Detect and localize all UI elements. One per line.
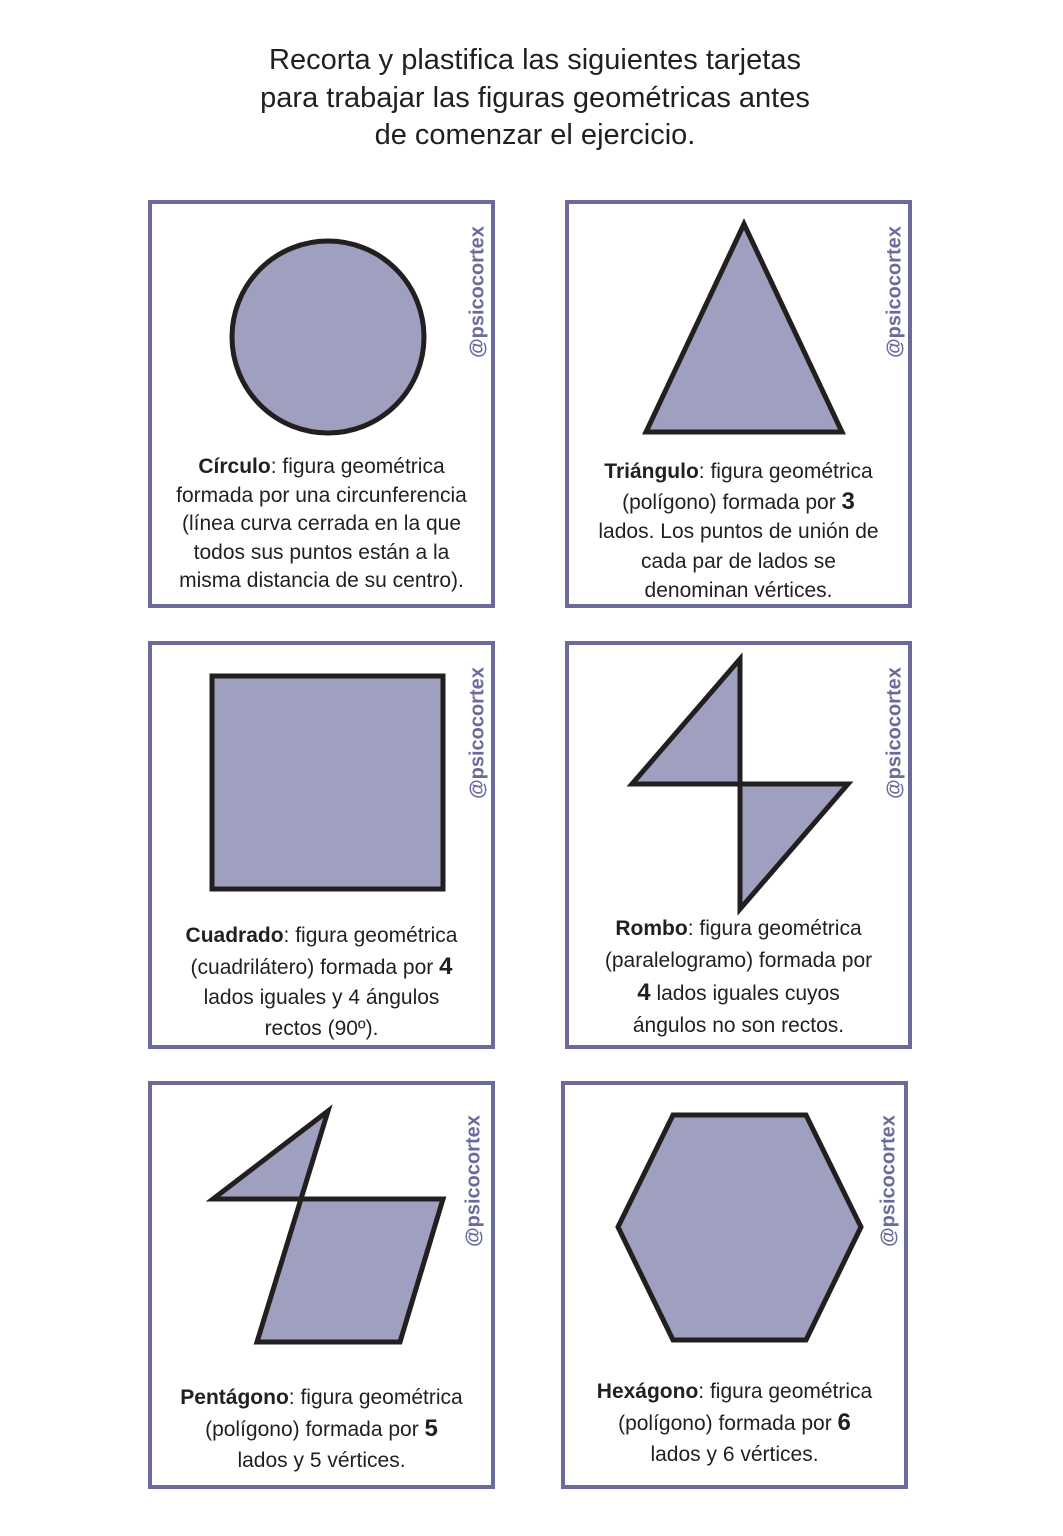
side-count: 4 bbox=[637, 979, 651, 1006]
card-hexagon bbox=[561, 1081, 908, 1489]
shape-name: Rombo bbox=[615, 917, 688, 940]
title-line: Recorta y plastifica las siguientes tarjetas bbox=[269, 44, 801, 76]
description-text: (cuadrilátero) formada por bbox=[190, 955, 440, 979]
card-square bbox=[148, 641, 495, 1049]
card-pentagon bbox=[148, 1081, 495, 1489]
card-description bbox=[152, 453, 491, 596]
card-description bbox=[565, 1376, 904, 1470]
description-line bbox=[152, 482, 491, 511]
watermark: @psicocortex bbox=[883, 667, 906, 799]
description-line bbox=[569, 576, 908, 606]
description-line bbox=[569, 517, 908, 547]
watermark: @psicocortex bbox=[466, 667, 489, 799]
description-line bbox=[152, 567, 491, 596]
shape-name: Triángulo bbox=[604, 460, 699, 483]
description-text: lados iguales y 4 ángulos bbox=[203, 986, 440, 1009]
title-line: para trabajar las figuras geométricas antes bbox=[260, 81, 810, 114]
description-text: cada par de lados se bbox=[641, 549, 836, 573]
description-line bbox=[152, 1413, 491, 1445]
card-description bbox=[152, 1382, 491, 1476]
description-line bbox=[152, 921, 491, 952]
description-text: : figura geométrica bbox=[698, 1380, 873, 1403]
description-text: lados y 5 vértices. bbox=[237, 1449, 406, 1472]
shape-name: Pentágono bbox=[180, 1386, 289, 1409]
description-text: todos sus puntos están a la bbox=[193, 540, 450, 564]
shape-name: Hexágono bbox=[596, 1380, 699, 1403]
description-line bbox=[569, 487, 908, 518]
description-text: lados. Los puntos de unión de bbox=[598, 520, 879, 543]
description-line bbox=[152, 510, 491, 539]
description-line bbox=[152, 983, 491, 1014]
watermark: @psicocortex bbox=[883, 226, 906, 358]
description-text: : figura geométrica bbox=[698, 460, 873, 483]
title-line: de comenzar el ejercicio. bbox=[374, 119, 696, 151]
shape-name: Cuadrado bbox=[185, 924, 284, 947]
description-text: (polígono) formada por bbox=[618, 1412, 838, 1435]
card-description bbox=[569, 457, 908, 606]
description-line bbox=[565, 1439, 904, 1470]
card-description bbox=[569, 913, 908, 1042]
side-count: 4 bbox=[439, 952, 453, 980]
instructions-title bbox=[0, 42, 1063, 155]
description-line bbox=[569, 1010, 908, 1042]
description-line bbox=[565, 1407, 904, 1439]
description-text: (paralelogramo) formada por bbox=[604, 949, 873, 972]
description-line bbox=[152, 453, 491, 482]
description-text: (polígono) formada por bbox=[622, 490, 842, 514]
card-description bbox=[152, 921, 491, 1044]
description-line bbox=[569, 945, 908, 977]
description-text: formada por una circunferencia bbox=[176, 483, 467, 507]
watermark: @psicocortex bbox=[462, 1115, 485, 1247]
side-count: 6 bbox=[837, 1409, 851, 1436]
description-text: misma distancia de su centro). bbox=[179, 569, 464, 592]
description-text: lados y 6 vértices. bbox=[650, 1443, 819, 1466]
description-text: rectos (90º). bbox=[264, 1016, 379, 1040]
description-text: : figura geométrica bbox=[270, 455, 445, 478]
description-text: (línea curva cerrada en la que bbox=[182, 512, 461, 535]
description-line bbox=[569, 913, 908, 945]
shape-name: Círculo bbox=[198, 455, 271, 478]
description-line bbox=[152, 539, 491, 568]
description-text: : figura geométrica bbox=[687, 917, 862, 940]
watermark: @psicocortex bbox=[466, 226, 489, 358]
description-text: denominan vértices. bbox=[644, 579, 833, 602]
description-line bbox=[152, 952, 491, 984]
side-count: 3 bbox=[841, 487, 855, 515]
watermark: @psicocortex bbox=[877, 1115, 900, 1247]
card-rhombus bbox=[565, 641, 912, 1049]
description-line bbox=[152, 1014, 491, 1045]
side-count: 5 bbox=[424, 1415, 438, 1442]
card-triangle bbox=[565, 200, 912, 608]
description-line bbox=[569, 977, 908, 1010]
description-text: : figura geométrica bbox=[288, 1386, 463, 1409]
card-circle bbox=[148, 200, 495, 608]
description-line bbox=[152, 1382, 491, 1413]
description-text: lados iguales cuyos bbox=[650, 982, 840, 1005]
description-text: : figura geométrica bbox=[283, 924, 458, 947]
description-text: ángulos no son rectos. bbox=[632, 1014, 845, 1037]
description-line bbox=[565, 1376, 904, 1407]
description-line bbox=[569, 547, 908, 577]
description-line bbox=[569, 457, 908, 487]
description-text: (polígono) formada por bbox=[205, 1418, 425, 1441]
description-line bbox=[152, 1445, 491, 1476]
